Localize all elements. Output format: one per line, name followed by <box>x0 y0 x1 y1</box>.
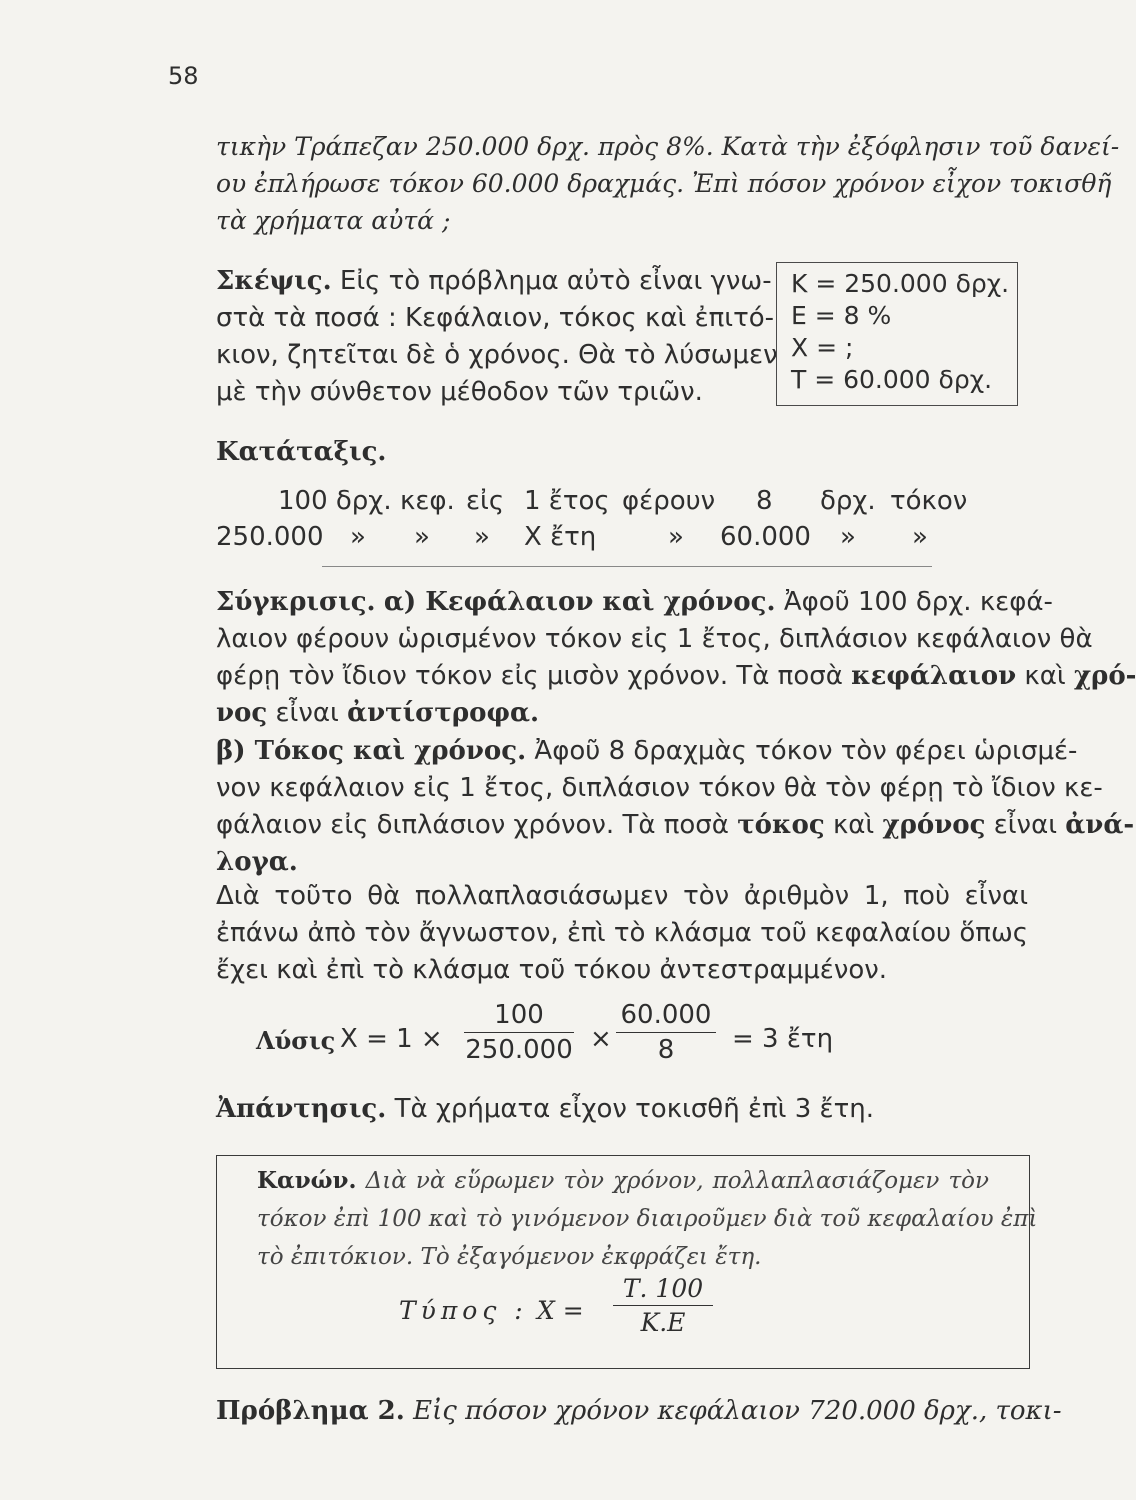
kanon-label: Κανών. <box>257 1167 357 1194</box>
synkrisis-b-text: φάλαιον εἰς διπλάσιον χρόνον. Τὰ ποσὰ <box>216 810 729 840</box>
problem-2 <box>216 1393 1062 1430</box>
dia-touto-line: Διὰ τοῦτο θὰ πολλαπλασιάσωμεν τὸν ἀριθμὸν 1, ποὺ εἶναι <box>216 881 1028 911</box>
bold-term: χρόνος <box>882 810 986 840</box>
skepsis-paragraph <box>216 263 778 411</box>
katataxis-cell: » <box>474 522 490 552</box>
skepsis-text: Εἰς τὸ πρόβλημα αὐτὸ εἶναι γνω- <box>339 266 772 296</box>
synkrisis-a-text: εἶναι <box>275 698 339 728</box>
synkrisis-b-line: νον κεφάλαιον εἰς 1 ἔτος, διπλάσιον τόκον θὰ τὸν φέρῃ τὸ ἴδιον κε- <box>216 773 1103 803</box>
katataxis-cell: 8 <box>756 486 773 516</box>
rule-box <box>216 1155 1038 1369</box>
apantisis-text: Τὰ χρήματα εἶχον τοκισθῆ ἐπὶ 3 ἔτη. <box>394 1094 874 1124</box>
skepsis-line: στὰ τὰ ποσά : Κεφάλαιον, τόκος καὶ ἐπιτό- <box>216 303 775 333</box>
katataxis-cell: » <box>912 522 928 552</box>
kanon-text: Διὰ νὰ εὕρωμεν τὸν χρόνον, πολλαπλασιάζομεν τὸν <box>365 1168 990 1194</box>
katataxis-label: Κατάταξις. <box>216 437 387 467</box>
katataxis-cell: » <box>350 522 366 552</box>
skepsis-line: κιον, ζητεῖται δὲ ὁ χρόνος. Θὰ τὸ λύσωμεν <box>216 340 778 370</box>
synkrisis-a-text: καὶ <box>1024 661 1066 691</box>
katataxis-cell: 1 ἔτος <box>524 486 610 516</box>
given-rate: Ε = 8 % <box>791 301 892 330</box>
intro-line: ου ἐπλήρωσε τόκον 60.000 δραχμάς. Ἐπὶ πόσον χρόνον εἶχον τοκισθῆ <box>216 169 1112 198</box>
apantisis-label: Ἀπάντησις. <box>216 1094 387 1124</box>
kanon-line: τὸ ἐπιτόκιον. Τὸ ἐξαγόμενον ἐκφράζει ἔτη. <box>257 1244 762 1270</box>
divider <box>322 566 932 567</box>
given-time: Χ = ; <box>791 333 854 362</box>
bold-term: χρό- <box>1073 661 1136 691</box>
given-interest: Τ = 60.000 δρχ. <box>791 365 993 394</box>
bold-term: τόκος <box>737 810 825 840</box>
skepsis-label: Σκέψις. <box>216 266 332 296</box>
times-sign: × <box>590 1024 612 1054</box>
kanon-line: τόκον ἐπὶ 100 καὶ τὸ γινόμενον διαιροῦμεν διὰ τοῦ κεφαλαίου ἐπὶ <box>257 1206 1038 1232</box>
lysis-lhs: Χ = 1 × <box>340 1024 443 1054</box>
synkrisis-a-text: φέρῃ τὸν ἴδιον τόκον εἰς μισὸν χρόνον. Τὰ ποσὰ <box>216 661 843 691</box>
synkrisis-b-paragraph <box>216 733 1135 881</box>
lysis-result: = 3 ἔτη <box>732 1024 834 1054</box>
fraction-numerator: 100 <box>494 1000 544 1030</box>
katataxis-cell: εἰς <box>466 486 505 516</box>
synkrisis-label: Σύγκρισις. <box>216 587 376 617</box>
given-values-box <box>776 262 1018 406</box>
answer-line <box>216 1094 874 1124</box>
katataxis-cell: τόκον <box>890 486 968 516</box>
bold-term: κεφάλαιον <box>851 661 1017 691</box>
typos-fraction <box>613 1274 713 1337</box>
katataxis-cell: 250.000 <box>216 522 324 552</box>
fraction-interest <box>616 1000 716 1065</box>
intro-line: τικὴν Τράπεζαν 250.000 δρχ. πρὸς 8%. Κατὰ τὴν ἐξόφλησιν τοῦ δανεί- <box>216 132 1120 161</box>
dia-touto-line: ἔχει καὶ ἐπὶ τὸ κλάσμα τοῦ τόκου ἀντεστραμμένον. <box>216 955 888 985</box>
katataxis-cell: δρχ. <box>820 486 876 516</box>
katataxis-cell: 100 δρχ. <box>278 486 392 516</box>
page-number: 58 <box>168 62 199 90</box>
problem-2-text: Εἰς πόσον χρόνον κεφάλαιον 720.000 δρχ., τοκι- <box>413 1396 1062 1426</box>
synkrisis-a-text: Ἀφοῦ 100 δρχ. κεφά- <box>783 587 1053 617</box>
skepsis-line: μὲ τὴν σύνθετον μέθοδον τῶν τριῶν. <box>216 377 703 407</box>
katataxis-cell: φέρουν <box>622 486 716 516</box>
lysis-label: Λύσις <box>256 1026 336 1055</box>
typos-lhs: Χ = <box>537 1296 584 1325</box>
synkrisis-b-text: Ἀφοῦ 8 δραχμὰς τόκον τὸν φέρει ὡρισμέ- <box>534 736 1078 766</box>
synkrisis-b-text: καὶ <box>832 810 875 840</box>
bold-term: νος <box>216 698 268 728</box>
bold-term: ἀντίστροφα. <box>347 698 540 728</box>
fraction-denominator: 250.000 <box>464 1032 574 1065</box>
fraction-capital <box>464 1000 574 1065</box>
synkrisis-b-text: εἶναι <box>993 810 1058 840</box>
katataxis-cell: » <box>414 522 430 552</box>
dia-touto-paragraph <box>216 878 1028 989</box>
synkrisis-a-line: λαιον φέρουν ὡρισμένον τόκον εἰς 1 ἔτος, διπλάσιον κεφάλαιον θὰ <box>216 624 1093 654</box>
problem-2-label: Πρόβλημα 2. <box>216 1396 405 1426</box>
bold-term: λογα. <box>216 847 298 877</box>
katataxis-cell: κεφ. <box>400 486 455 516</box>
typos-label: Τύπος : <box>399 1296 528 1325</box>
katataxis-cell: 60.000 <box>720 522 811 552</box>
katataxis-cell: » <box>668 522 684 552</box>
katataxis-cell: Χ ἔτη <box>524 522 597 552</box>
fraction-denominator: 8 <box>616 1032 716 1065</box>
fraction-numerator: 60.000 <box>620 1000 712 1030</box>
fraction-numerator: Τ. 100 <box>622 1274 704 1303</box>
synkrisis-a-label: α) Κεφάλαιον καὶ χρόνος. <box>383 587 776 617</box>
intro-paragraph <box>216 128 1120 239</box>
synkrisis-a-paragraph <box>216 584 1136 732</box>
rule-text <box>257 1162 1038 1276</box>
dia-touto-line: ἐπάνω ἀπὸ τὸν ἄγνωστον, ἐπὶ τὸ κλάσμα τοῦ κεφαλαίου ὅπως <box>216 918 1028 948</box>
bold-term: ἀνά- <box>1065 810 1135 840</box>
synkrisis-b-label: β) Τόκος καὶ χρόνος. <box>216 736 527 766</box>
katataxis-cell: » <box>840 522 856 552</box>
intro-line: τὰ χρήματα αὐτά ; <box>216 206 451 235</box>
given-capital: Κ = 250.000 δρχ. <box>791 269 1010 298</box>
fraction-denominator: Κ.Ε <box>613 1305 713 1337</box>
